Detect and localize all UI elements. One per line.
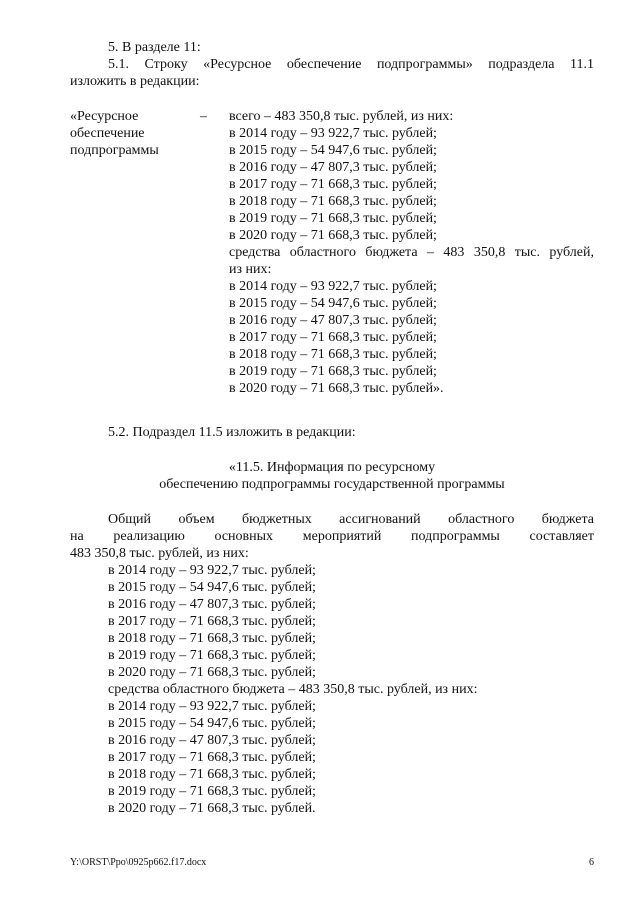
- body-year-2015: в 2015 году – 54 947,6 тыс. рублей;: [108, 580, 316, 595]
- body-year-2018: в 2018 году – 71 668,3 тыс. рублей;: [108, 631, 316, 646]
- resource-regional-year-2016: в 2016 году – 47 807,3 тыс. рублей;: [229, 313, 437, 328]
- paragraph-5-1-line-2: изложить в редакции:: [70, 74, 200, 89]
- subsection-title-line-2: обеспечению подпрограммы государственной программы: [159, 477, 505, 492]
- body-paragraph-line-2: на реализацию основных мероприятий подпрограммы составляет: [70, 529, 594, 544]
- footer-page-number: 6: [589, 857, 594, 868]
- body-regional-line: средства областного бюджета – 483 350,8 тыс. рублей, из них:: [108, 682, 478, 697]
- body-year-2016: в 2016 году – 47 807,3 тыс. рублей;: [108, 597, 316, 612]
- resource-values: [229, 108, 594, 397]
- resource-year-2019: в 2019 году – 71 668,3 тыс. рублей;: [229, 211, 437, 226]
- resource-label-line-1: «Ресурсное: [70, 109, 139, 124]
- resource-label-line-2: обеспечение: [70, 126, 145, 141]
- resource-year-2018: в 2018 году – 71 668,3 тыс. рублей;: [229, 194, 437, 209]
- body-regional-year-2017: в 2017 году – 71 668,3 тыс. рублей;: [108, 750, 316, 765]
- resource-regional-year-2017: в 2017 году – 71 668,3 тыс. рублей;: [229, 330, 437, 345]
- section-5-heading: 5. В разделе 11:: [108, 40, 201, 55]
- resource-year-2017: в 2017 году – 71 668,3 тыс. рублей;: [229, 177, 437, 192]
- resource-regional-year-2015: в 2015 году – 54 947,6 тыс. рублей;: [229, 296, 437, 311]
- body-regional-year-2015: в 2015 году – 54 947,6 тыс. рублей;: [108, 716, 316, 731]
- body-regional-year-2014: в 2014 году – 93 922,7 тыс. рублей;: [108, 699, 316, 714]
- body-values: [108, 562, 477, 817]
- resource-regional-year-2020: в 2020 году – 71 668,3 тыс. рублей».: [229, 381, 444, 396]
- body-regional-year-2020: в 2020 году – 71 668,3 тыс. рублей.: [108, 801, 316, 816]
- resource-regional-line-2: из них:: [229, 262, 272, 277]
- paragraph-5-1-line-1: 5.1. Строку «Ресурсное обеспечение подпрограммы» подраздела 11.1: [108, 57, 594, 72]
- resource-year-2020: в 2020 году – 71 668,3 тыс. рублей;: [229, 228, 437, 243]
- body-regional-year-2018: в 2018 году – 71 668,3 тыс. рублей;: [108, 767, 316, 782]
- resource-regional-year-2014: в 2014 году – 93 922,7 тыс. рублей;: [229, 279, 437, 294]
- resource-label-line-3: подпрограммы: [70, 143, 159, 158]
- resource-year-2015: в 2015 году – 54 947,6 тыс. рублей;: [229, 143, 437, 158]
- resource-year-2014: в 2014 году – 93 922,7 тыс. рублей;: [229, 126, 437, 141]
- subsection-title-line-1: «11.5. Информация по ресурсному: [228, 460, 436, 475]
- paragraph-5-2: 5.2. Подраздел 11.5 изложить в редакции:: [108, 425, 356, 440]
- body-year-2019: в 2019 году – 71 668,3 тыс. рублей;: [108, 648, 316, 663]
- body-paragraph-line-1: Общий объем бюджетных ассигнований областного бюджета: [108, 512, 594, 527]
- resource-year-2016: в 2016 году – 47 807,3 тыс. рублей;: [229, 160, 437, 175]
- body-regional-year-2019: в 2019 году – 71 668,3 тыс. рублей;: [108, 784, 316, 799]
- body-year-2017: в 2017 году – 71 668,3 тыс. рублей;: [108, 614, 316, 629]
- body-paragraph-line-3: 483 350,8 тыс. рублей, из них:: [70, 546, 249, 561]
- resource-regional-line-1: средства областного бюджета – 483 350,8 тыс. рублей,: [229, 245, 594, 260]
- footer-file-path: Y:\ORST\Ppo\0925p662.f17.docx: [70, 857, 207, 868]
- body-regional-year-2016: в 2016 году – 47 807,3 тыс. рублей;: [108, 733, 316, 748]
- resource-regional-year-2019: в 2019 году – 71 668,3 тыс. рублей;: [229, 364, 437, 379]
- body-year-2014: в 2014 году – 93 922,7 тыс. рублей;: [108, 563, 316, 578]
- resource-regional-year-2018: в 2018 году – 71 668,3 тыс. рублей;: [229, 347, 437, 362]
- resource-total-line: всего – 483 350,8 тыс. рублей, из них:: [229, 109, 454, 124]
- body-year-2020: в 2020 году – 71 668,3 тыс. рублей;: [108, 665, 316, 680]
- resource-dash: –: [200, 109, 207, 124]
